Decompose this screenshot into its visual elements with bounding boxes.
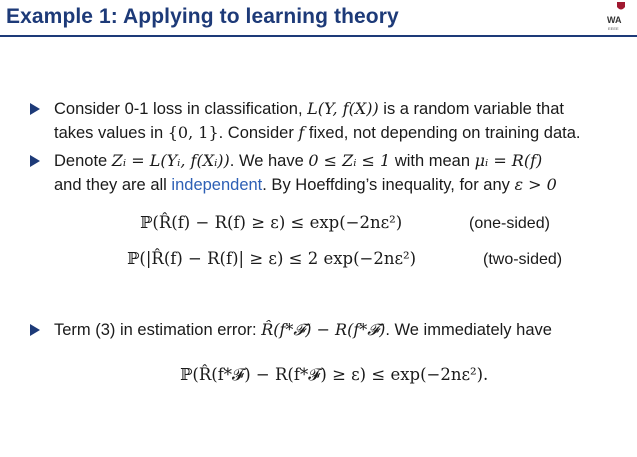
math-span: L(Y, f(X)) [307,99,379,118]
text-span: with mean [390,152,475,170]
math-span: {0, 1} [167,123,219,142]
text-span: Denote [54,152,112,170]
equation-tag-two-sided: (two-sided) [483,251,563,268]
text-span: . We immediately have [385,321,552,339]
bullet-1 [30,97,625,145]
bullet-3 [30,318,625,342]
math-span: Zᵢ = L(Yᵢ, f(Xᵢ)) [111,151,230,170]
bullet-marker-icon [30,103,40,115]
math-span: R̂(f*𝓕) − R(f*𝓕) [261,320,386,339]
math-span: μᵢ = R(f) [474,151,543,170]
equation-two-sided: ℙ(|R̂(f) − R(f)| ≥ ε) ≤ 2 exp(−2nε²) [127,249,417,268]
independent-link[interactable]: independent [171,176,263,194]
equation-estimation-error: ℙ(R̂(f*𝓕) − R(f*𝓕) ≥ ε) ≤ exp(−2nε²). [180,365,489,384]
logo-subtext: ΕΕΕΕ [608,26,619,31]
math-span: ε > 0 [514,175,557,194]
text-span: Consider 0-1 loss in classification, [54,100,308,118]
equation-one-sided: ℙ(R̂(f) − R(f) ≥ ε) ≤ exp(−2nε²) [140,213,403,232]
logo-text: WA [607,15,622,25]
text-span: takes values in [54,124,168,142]
text-span: is a random variable that [378,100,564,118]
text-span: fixed, not depending on training data. [304,124,581,142]
bullet-marker-icon [30,155,40,167]
university-logo [605,2,635,34]
text-span: . We have [229,152,309,170]
bullet-2-text [54,149,624,197]
slide-header [0,0,637,38]
bullet-3-text [54,318,624,342]
header-rule [0,35,637,37]
text-span: and they are all [54,176,172,194]
math-span: f [298,123,305,142]
slide-title: Example 1: Applying to learning theory [6,5,399,28]
bullet-marker-icon [30,324,40,336]
shield-icon [617,2,625,12]
bullet-2 [30,149,625,197]
math-span: 0 ≤ Zᵢ ≤ 1 [308,151,391,170]
equation-tag-one-sided: (one-sided) [469,215,550,232]
bullet-1-text [54,97,624,145]
text-span: Term (3) in estimation error: [54,321,262,339]
text-span: . Consider [218,124,299,142]
text-span: . By Hoeffding’s inequality, for any [262,176,515,194]
